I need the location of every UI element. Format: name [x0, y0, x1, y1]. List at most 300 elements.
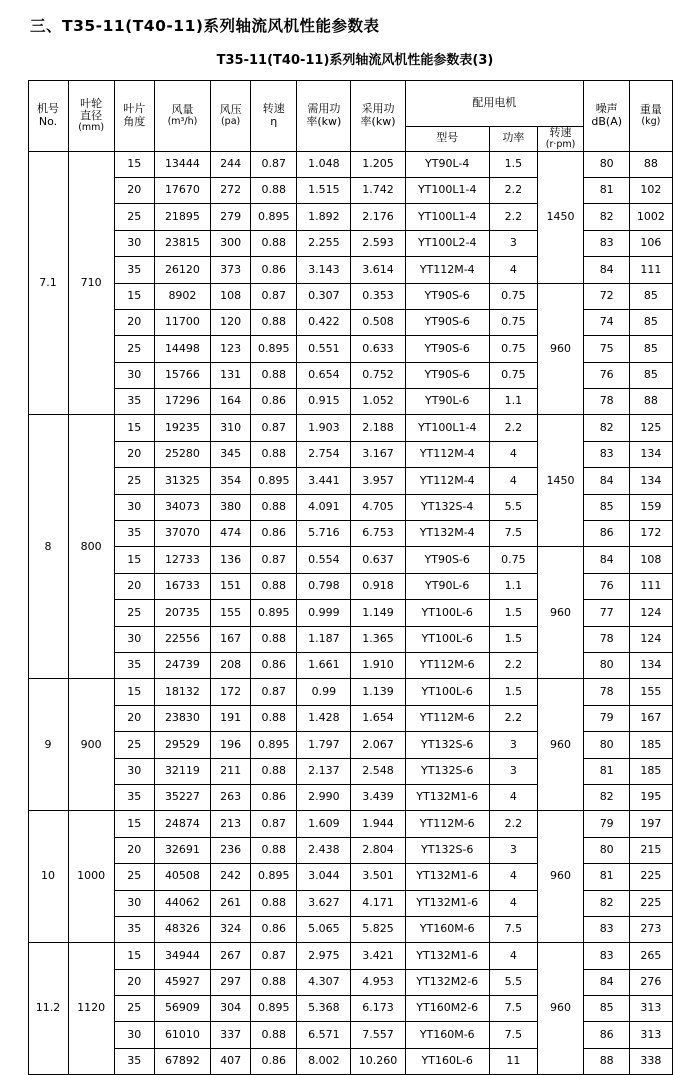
cell-noise: 86 [584, 521, 630, 547]
cell-air-pressure: 407 [211, 1048, 251, 1074]
cell-blade-angle: 35 [114, 784, 154, 810]
cell-air-pressure: 474 [211, 521, 251, 547]
cell-noise: 80 [584, 732, 630, 758]
cell-required-power: 6.571 [297, 1022, 351, 1048]
cell-efficiency: 0.86 [251, 1048, 297, 1074]
cell-blade-angle: 20 [114, 705, 154, 731]
cell-motor-model: YT90L-6 [405, 573, 489, 599]
cell-efficiency: 0.86 [251, 652, 297, 678]
cell-motor-power: 0.75 [489, 547, 537, 573]
cell-motor-model: YT132S-6 [405, 732, 489, 758]
cell-required-power: 4.307 [297, 969, 351, 995]
cell-efficiency: 0.88 [251, 890, 297, 916]
cell-applied-power: 1.910 [351, 652, 405, 678]
header-air-flow: 风量 (m³/h) [154, 81, 210, 152]
cell-blade-angle: 25 [114, 996, 154, 1022]
cell-applied-power: 2.548 [351, 758, 405, 784]
cell-air-pressure: 136 [211, 547, 251, 573]
cell-air-flow: 48326 [154, 916, 210, 942]
cell-air-flow: 17670 [154, 177, 210, 203]
cell-blade-angle: 30 [114, 362, 154, 388]
cell-impeller-diameter: 800 [68, 415, 114, 679]
cell-air-pressure: 196 [211, 732, 251, 758]
cell-motor-power: 7.5 [489, 521, 537, 547]
cell-required-power: 5.065 [297, 916, 351, 942]
cell-required-power: 2.990 [297, 784, 351, 810]
cell-air-pressure: 272 [211, 177, 251, 203]
cell-motor-power: 7.5 [489, 916, 537, 942]
cell-air-flow: 31325 [154, 468, 210, 494]
cell-motor-power: 1.5 [489, 626, 537, 652]
cell-air-flow: 67892 [154, 1048, 210, 1074]
cell-weight: 215 [630, 837, 672, 863]
cell-weight: 88 [630, 151, 672, 177]
cell-impeller-diameter: 1120 [68, 943, 114, 1075]
cell-blade-angle: 25 [114, 864, 154, 890]
cell-blade-angle: 20 [114, 837, 154, 863]
cell-weight: 265 [630, 943, 672, 969]
cell-motor-speed: 960 [537, 547, 583, 679]
cell-applied-power: 2.067 [351, 732, 405, 758]
cell-noise: 76 [584, 573, 630, 599]
cell-air-pressure: 242 [211, 864, 251, 890]
cell-applied-power: 3.614 [351, 257, 405, 283]
cell-air-flow: 24739 [154, 652, 210, 678]
cell-applied-power: 1.944 [351, 811, 405, 837]
cell-motor-model: YT100L-6 [405, 626, 489, 652]
cell-motor-power: 2.2 [489, 177, 537, 203]
cell-applied-power: 2.804 [351, 837, 405, 863]
cell-blade-angle: 15 [114, 811, 154, 837]
cell-motor-model: YT90S-6 [405, 283, 489, 309]
cell-motor-power: 5.5 [489, 494, 537, 520]
cell-efficiency: 0.88 [251, 177, 297, 203]
cell-efficiency: 0.88 [251, 705, 297, 731]
cell-efficiency: 0.86 [251, 521, 297, 547]
cell-efficiency: 0.86 [251, 389, 297, 415]
cell-efficiency: 0.88 [251, 362, 297, 388]
cell-air-flow: 32119 [154, 758, 210, 784]
cell-blade-angle: 30 [114, 626, 154, 652]
cell-blade-angle: 35 [114, 521, 154, 547]
cell-noise: 82 [584, 415, 630, 441]
cell-weight: 85 [630, 283, 672, 309]
cell-air-pressure: 354 [211, 468, 251, 494]
cell-noise: 80 [584, 652, 630, 678]
cell-efficiency: 0.87 [251, 943, 297, 969]
cell-efficiency: 0.88 [251, 837, 297, 863]
cell-air-flow: 56909 [154, 996, 210, 1022]
cell-required-power: 2.255 [297, 230, 351, 256]
table-body [28, 151, 672, 1075]
cell-motor-model: YT132M1-6 [405, 864, 489, 890]
cell-weight: 134 [630, 468, 672, 494]
cell-required-power: 3.441 [297, 468, 351, 494]
cell-efficiency: 0.88 [251, 309, 297, 335]
header-efficiency: 转速 η [251, 81, 297, 152]
cell-weight: 134 [630, 441, 672, 467]
cell-air-flow: 20735 [154, 600, 210, 626]
cell-applied-power: 1.654 [351, 705, 405, 731]
cell-motor-power: 3 [489, 837, 537, 863]
table-row [28, 283, 672, 309]
cell-air-flow: 44062 [154, 890, 210, 916]
cell-motor-model: YT112M-4 [405, 468, 489, 494]
cell-noise: 74 [584, 309, 630, 335]
cell-blade-angle: 25 [114, 336, 154, 362]
cell-weight: 134 [630, 652, 672, 678]
cell-blade-angle: 20 [114, 177, 154, 203]
cell-required-power: 5.716 [297, 521, 351, 547]
cell-motor-power: 2.2 [489, 705, 537, 731]
cell-motor-model: YT112M-6 [405, 705, 489, 731]
table-row [28, 811, 672, 837]
cell-required-power: 0.915 [297, 389, 351, 415]
cell-required-power: 0.654 [297, 362, 351, 388]
cell-motor-power: 0.75 [489, 283, 537, 309]
cell-impeller-diameter: 710 [68, 151, 114, 415]
header-impeller-diameter: 叶轮 直径 (mm) [68, 81, 114, 152]
header-weight: 重量 (kg) [630, 81, 672, 152]
cell-air-pressure: 279 [211, 204, 251, 230]
cell-motor-power: 4 [489, 257, 537, 283]
cell-blade-angle: 20 [114, 441, 154, 467]
cell-required-power: 1.187 [297, 626, 351, 652]
cell-air-pressure: 380 [211, 494, 251, 520]
cell-motor-model: YT132M2-6 [405, 969, 489, 995]
cell-motor-model: YT132M1-6 [405, 890, 489, 916]
cell-blade-angle: 15 [114, 151, 154, 177]
cell-motor-power: 2.2 [489, 652, 537, 678]
cell-efficiency: 0.86 [251, 916, 297, 942]
cell-required-power: 1.903 [297, 415, 351, 441]
cell-blade-angle: 20 [114, 969, 154, 995]
cell-required-power: 0.798 [297, 573, 351, 599]
cell-air-flow: 40508 [154, 864, 210, 890]
cell-required-power: 0.307 [297, 283, 351, 309]
cell-weight: 125 [630, 415, 672, 441]
cell-efficiency: 0.88 [251, 758, 297, 784]
cell-efficiency: 0.88 [251, 626, 297, 652]
cell-air-pressure: 172 [211, 679, 251, 705]
cell-efficiency: 0.86 [251, 257, 297, 283]
cell-weight: 313 [630, 996, 672, 1022]
cell-motor-model: YT90S-6 [405, 547, 489, 573]
cell-required-power: 1.048 [297, 151, 351, 177]
table-row [28, 151, 672, 177]
cell-applied-power: 1.149 [351, 600, 405, 626]
cell-motor-model: YT112M-6 [405, 652, 489, 678]
cell-motor-power: 3 [489, 758, 537, 784]
cell-air-pressure: 261 [211, 890, 251, 916]
cell-motor-model: YT160M2-6 [405, 996, 489, 1022]
cell-motor-model: YT132M1-6 [405, 784, 489, 810]
cell-motor-power: 1.5 [489, 679, 537, 705]
cell-applied-power: 2.176 [351, 204, 405, 230]
header-noise: 噪声 dB(A) [584, 81, 630, 152]
cell-motor-model: YT100L1-4 [405, 415, 489, 441]
cell-motor-power: 4 [489, 864, 537, 890]
cell-weight: 185 [630, 732, 672, 758]
cell-motor-power: 2.2 [489, 415, 537, 441]
cell-weight: 159 [630, 494, 672, 520]
cell-applied-power: 3.167 [351, 441, 405, 467]
cell-weight: 225 [630, 864, 672, 890]
cell-efficiency: 0.895 [251, 996, 297, 1022]
cell-blade-angle: 15 [114, 679, 154, 705]
cell-weight: 111 [630, 573, 672, 599]
cell-noise: 79 [584, 811, 630, 837]
cell-motor-model: YT90S-6 [405, 309, 489, 335]
cell-motor-power: 4 [489, 784, 537, 810]
cell-air-pressure: 267 [211, 943, 251, 969]
cell-weight: 197 [630, 811, 672, 837]
cell-applied-power: 3.501 [351, 864, 405, 890]
cell-noise: 78 [584, 679, 630, 705]
cell-blade-angle: 15 [114, 943, 154, 969]
cell-motor-model: YT100L-6 [405, 600, 489, 626]
cell-required-power: 0.551 [297, 336, 351, 362]
cell-efficiency: 0.895 [251, 336, 297, 362]
cell-blade-angle: 25 [114, 600, 154, 626]
cell-weight: 313 [630, 1022, 672, 1048]
cell-noise: 79 [584, 705, 630, 731]
cell-applied-power: 0.752 [351, 362, 405, 388]
cell-air-flow: 37070 [154, 521, 210, 547]
cell-applied-power: 3.421 [351, 943, 405, 969]
cell-air-pressure: 300 [211, 230, 251, 256]
cell-air-flow: 35227 [154, 784, 210, 810]
cell-motor-model: YT90L-6 [405, 389, 489, 415]
cell-efficiency: 0.88 [251, 1022, 297, 1048]
cell-motor-model: YT132S-4 [405, 494, 489, 520]
cell-efficiency: 0.895 [251, 864, 297, 890]
cell-air-pressure: 167 [211, 626, 251, 652]
cell-air-pressure: 120 [211, 309, 251, 335]
page-heading: 三、T35-11(T40-11)系列轴流风机性能参数表 [30, 17, 380, 35]
cell-required-power: 2.137 [297, 758, 351, 784]
cell-efficiency: 0.87 [251, 151, 297, 177]
cell-noise: 82 [584, 890, 630, 916]
cell-motor-model: YT132M1-6 [405, 943, 489, 969]
cell-required-power: 1.892 [297, 204, 351, 230]
cell-efficiency: 0.87 [251, 811, 297, 837]
cell-air-flow: 18132 [154, 679, 210, 705]
cell-noise: 84 [584, 969, 630, 995]
cell-applied-power: 4.705 [351, 494, 405, 520]
cell-efficiency: 0.88 [251, 969, 297, 995]
cell-efficiency: 0.895 [251, 468, 297, 494]
cell-impeller-diameter: 900 [68, 679, 114, 811]
cell-noise: 78 [584, 626, 630, 652]
cell-required-power: 2.754 [297, 441, 351, 467]
cell-air-pressure: 373 [211, 257, 251, 283]
cell-motor-power: 4 [489, 890, 537, 916]
cell-blade-angle: 30 [114, 890, 154, 916]
cell-efficiency: 0.87 [251, 547, 297, 573]
cell-noise: 77 [584, 600, 630, 626]
cell-machine-no: 7.1 [28, 151, 68, 415]
cell-required-power: 2.975 [297, 943, 351, 969]
cell-noise: 83 [584, 230, 630, 256]
cell-motor-power: 4 [489, 441, 537, 467]
cell-applied-power: 6.753 [351, 521, 405, 547]
cell-weight: 195 [630, 784, 672, 810]
cell-motor-power: 0.75 [489, 309, 537, 335]
cell-blade-angle: 15 [114, 415, 154, 441]
header-motor-power: 功率 [489, 127, 537, 152]
cell-efficiency: 0.87 [251, 415, 297, 441]
cell-weight: 338 [630, 1048, 672, 1074]
header-blade-angle: 叶片 角度 [114, 81, 154, 152]
cell-air-pressure: 263 [211, 784, 251, 810]
cell-required-power: 1.797 [297, 732, 351, 758]
cell-noise: 82 [584, 784, 630, 810]
cell-efficiency: 0.895 [251, 204, 297, 230]
cell-air-flow: 32691 [154, 837, 210, 863]
cell-blade-angle: 35 [114, 652, 154, 678]
cell-motor-model: YT100L2-4 [405, 230, 489, 256]
cell-blade-angle: 25 [114, 468, 154, 494]
cell-blade-angle: 25 [114, 732, 154, 758]
cell-weight: 111 [630, 257, 672, 283]
cell-efficiency: 0.895 [251, 732, 297, 758]
cell-motor-speed: 960 [537, 283, 583, 415]
cell-motor-power: 1.5 [489, 151, 537, 177]
cell-efficiency: 0.88 [251, 230, 297, 256]
header-required-power: 需用功 率(kw) [297, 81, 351, 152]
cell-air-pressure: 310 [211, 415, 251, 441]
cell-noise: 82 [584, 204, 630, 230]
cell-air-pressure: 151 [211, 573, 251, 599]
cell-air-pressure: 304 [211, 996, 251, 1022]
cell-noise: 76 [584, 362, 630, 388]
cell-noise: 86 [584, 1022, 630, 1048]
cell-noise: 80 [584, 837, 630, 863]
cell-weight: 88 [630, 389, 672, 415]
cell-motor-power: 3 [489, 732, 537, 758]
cell-blade-angle: 15 [114, 283, 154, 309]
cell-weight: 273 [630, 916, 672, 942]
cell-noise: 75 [584, 336, 630, 362]
cell-required-power: 1.515 [297, 177, 351, 203]
cell-motor-speed: 960 [537, 811, 583, 943]
cell-efficiency: 0.86 [251, 784, 297, 810]
cell-air-pressure: 345 [211, 441, 251, 467]
cell-noise: 72 [584, 283, 630, 309]
cell-required-power: 5.368 [297, 996, 351, 1022]
cell-noise: 78 [584, 389, 630, 415]
document-page [0, 14, 700, 1068]
cell-weight: 124 [630, 600, 672, 626]
cell-weight: 276 [630, 969, 672, 995]
cell-air-pressure: 155 [211, 600, 251, 626]
cell-motor-power: 2.2 [489, 811, 537, 837]
cell-air-flow: 11700 [154, 309, 210, 335]
cell-noise: 81 [584, 758, 630, 784]
cell-air-flow: 26120 [154, 257, 210, 283]
cell-required-power: 1.609 [297, 811, 351, 837]
cell-efficiency: 0.895 [251, 600, 297, 626]
cell-motor-model: YT90S-6 [405, 362, 489, 388]
cell-applied-power: 1.205 [351, 151, 405, 177]
cell-blade-angle: 35 [114, 389, 154, 415]
cell-motor-power: 4 [489, 943, 537, 969]
cell-noise: 83 [584, 916, 630, 942]
cell-air-pressure: 324 [211, 916, 251, 942]
cell-blade-angle: 15 [114, 547, 154, 573]
header-applied-power: 采用功 率(kw) [351, 81, 405, 152]
cell-required-power: 1.428 [297, 705, 351, 731]
table-row [28, 679, 672, 705]
cell-blade-angle: 20 [114, 573, 154, 599]
cell-required-power: 3.044 [297, 864, 351, 890]
cell-motor-power: 5.5 [489, 969, 537, 995]
cell-applied-power: 1.139 [351, 679, 405, 705]
cell-air-flow: 19235 [154, 415, 210, 441]
cell-blade-angle: 30 [114, 1022, 154, 1048]
cell-weight: 185 [630, 758, 672, 784]
table-header [28, 81, 672, 152]
cell-noise: 85 [584, 494, 630, 520]
cell-blade-angle: 20 [114, 309, 154, 335]
header-motor-group: 配用电机 [405, 81, 584, 127]
cell-motor-model: YT160M-6 [405, 916, 489, 942]
cell-efficiency: 0.88 [251, 441, 297, 467]
cell-air-flow: 17296 [154, 389, 210, 415]
cell-air-flow: 23815 [154, 230, 210, 256]
cell-applied-power: 1.365 [351, 626, 405, 652]
cell-noise: 81 [584, 177, 630, 203]
cell-air-pressure: 208 [211, 652, 251, 678]
cell-air-flow: 16733 [154, 573, 210, 599]
cell-motor-model: YT112M-6 [405, 811, 489, 837]
cell-air-pressure: 297 [211, 969, 251, 995]
table-row [28, 415, 672, 441]
header-machine-no: 机号 No. [28, 81, 68, 152]
cell-blade-angle: 35 [114, 257, 154, 283]
cell-air-pressure: 244 [211, 151, 251, 177]
cell-applied-power: 3.957 [351, 468, 405, 494]
cell-air-flow: 13444 [154, 151, 210, 177]
cell-air-pressure: 337 [211, 1022, 251, 1048]
cell-air-flow: 12733 [154, 547, 210, 573]
cell-motor-model: YT132S-6 [405, 837, 489, 863]
cell-blade-angle: 30 [114, 758, 154, 784]
cell-motor-model: YT90S-6 [405, 336, 489, 362]
cell-applied-power: 4.953 [351, 969, 405, 995]
cell-air-flow: 22556 [154, 626, 210, 652]
cell-blade-angle: 35 [114, 916, 154, 942]
cell-air-pressure: 164 [211, 389, 251, 415]
cell-required-power: 3.143 [297, 257, 351, 283]
cell-weight: 124 [630, 626, 672, 652]
cell-motor-model: YT100L-6 [405, 679, 489, 705]
cell-motor-speed: 1450 [537, 151, 583, 283]
cell-noise: 84 [584, 257, 630, 283]
table-row [28, 547, 672, 573]
cell-required-power: 1.661 [297, 652, 351, 678]
table-caption: T35-11(T40-11)系列轴流风机性能参数表(3) [216, 53, 494, 68]
cell-motor-model: YT100L1-4 [405, 204, 489, 230]
cell-noise: 88 [584, 1048, 630, 1074]
cell-noise: 83 [584, 943, 630, 969]
cell-efficiency: 0.87 [251, 679, 297, 705]
cell-machine-no: 9 [28, 679, 68, 811]
cell-motor-model: YT112M-4 [405, 441, 489, 467]
cell-air-flow: 45927 [154, 969, 210, 995]
table-row [28, 943, 672, 969]
